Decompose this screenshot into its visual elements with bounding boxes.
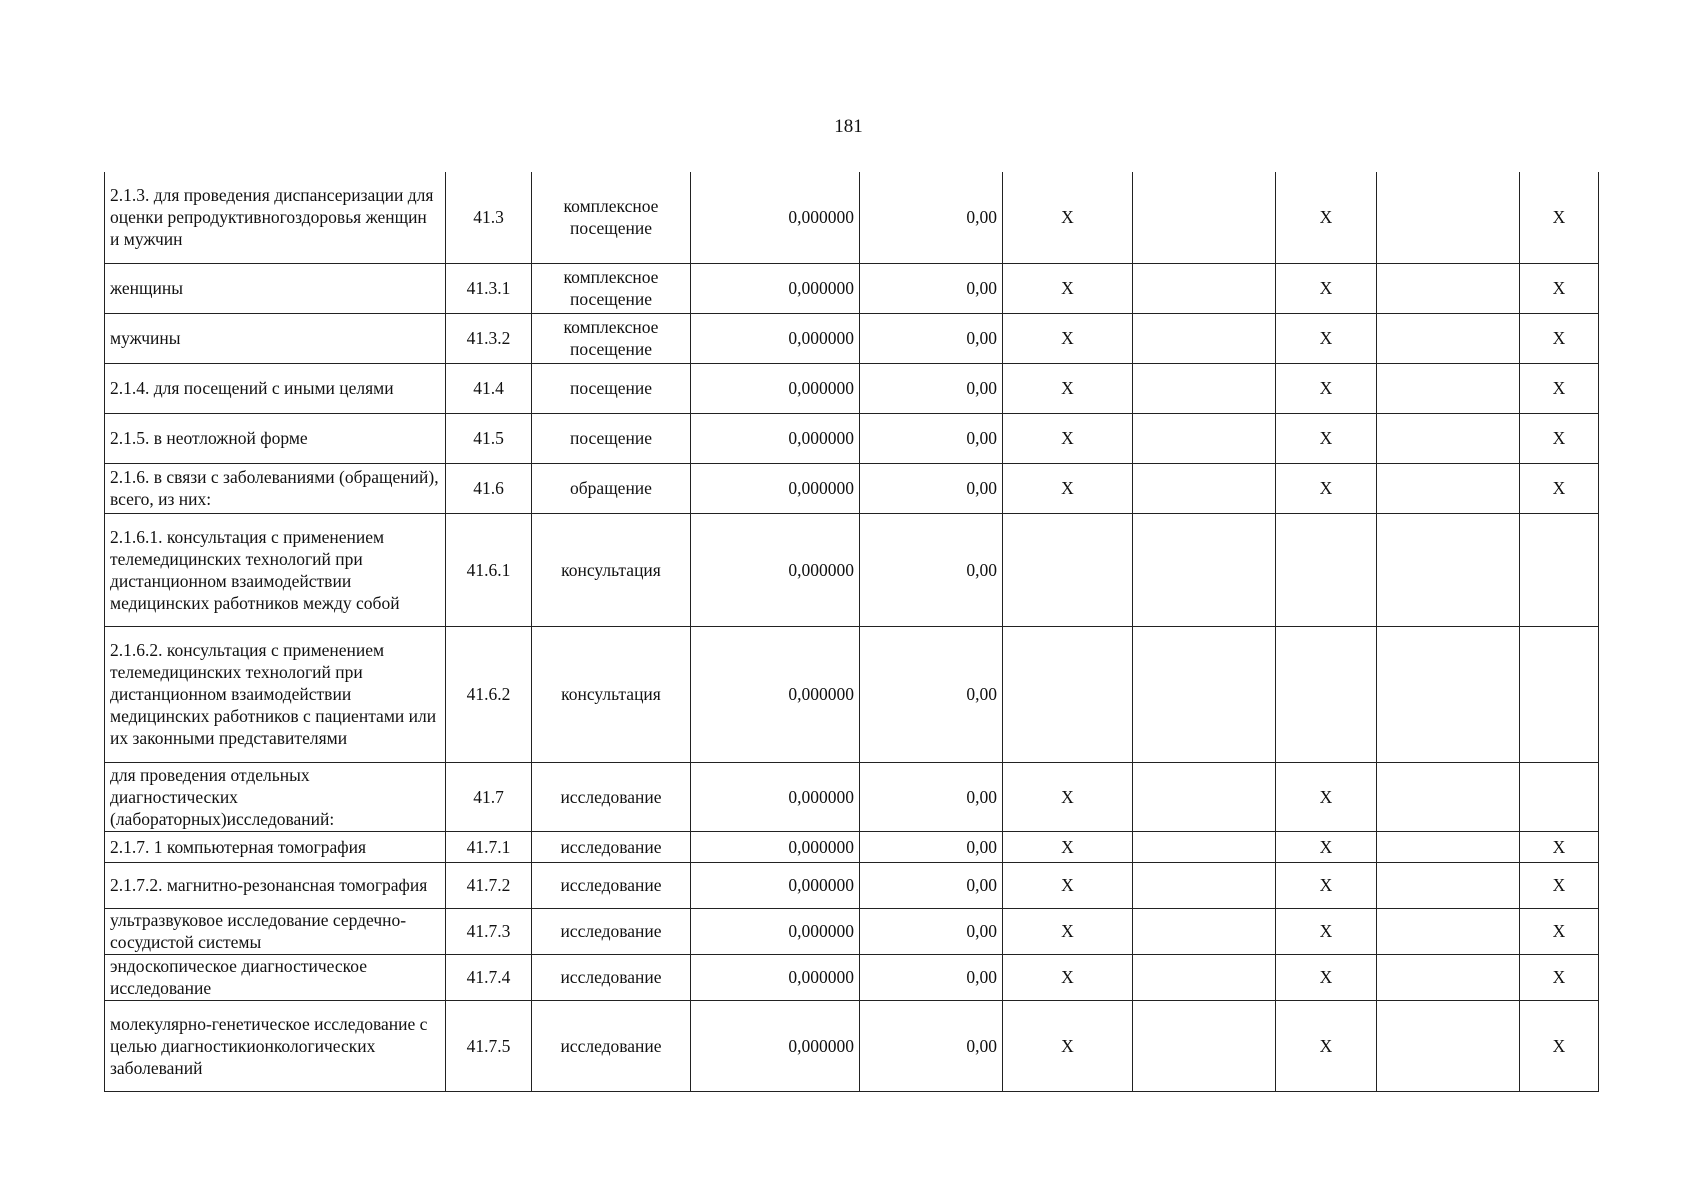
row-unit: комплексное посещение — [532, 263, 691, 313]
row-col8: Х — [1276, 463, 1377, 513]
row-unit: исследование — [532, 831, 691, 862]
row-col9 — [1377, 908, 1520, 954]
row-col10: Х — [1520, 363, 1599, 413]
row-volume: 0,000000 — [691, 762, 860, 831]
row-volume: 0,000000 — [691, 831, 860, 862]
row-cost: 0,00 — [860, 363, 1003, 413]
row-code: 41.7.1 — [446, 831, 532, 862]
row-col6: Х — [1003, 413, 1133, 463]
row-col6: Х — [1003, 1000, 1133, 1091]
row-cost: 0,00 — [860, 463, 1003, 513]
table-row — [105, 513, 1599, 626]
row-unit: комплексное посещение — [532, 172, 691, 263]
row-volume: 0,000000 — [691, 908, 860, 954]
row-volume: 0,000000 — [691, 463, 860, 513]
row-volume: 0,000000 — [691, 862, 860, 908]
table-row — [105, 263, 1599, 313]
row-cost: 0,00 — [860, 862, 1003, 908]
row-volume: 0,000000 — [691, 513, 860, 626]
row-col9 — [1377, 762, 1520, 831]
row-col9 — [1377, 413, 1520, 463]
row-col6: Х — [1003, 363, 1133, 413]
row-col9 — [1377, 513, 1520, 626]
row-col6 — [1003, 513, 1133, 626]
row-unit: исследование — [532, 762, 691, 831]
row-code: 41.7.2 — [446, 862, 532, 908]
row-col9 — [1377, 954, 1520, 1000]
row-name: 2.1.7. 1 компьютерная томография — [105, 831, 446, 862]
row-col8: Х — [1276, 172, 1377, 263]
row-col10: Х — [1520, 862, 1599, 908]
row-col9 — [1377, 831, 1520, 862]
row-name: молекулярно-генетическое исследование с целью диагностикионкологических заболеваний — [105, 1000, 446, 1091]
row-col10: Х — [1520, 831, 1599, 862]
row-unit: комплексное посещение — [532, 313, 691, 363]
row-col6: Х — [1003, 263, 1133, 313]
row-col7 — [1133, 413, 1276, 463]
row-code: 41.6 — [446, 463, 532, 513]
row-code: 41.5 — [446, 413, 532, 463]
row-cost: 0,00 — [860, 1000, 1003, 1091]
row-code: 41.3.2 — [446, 313, 532, 363]
table-row — [105, 172, 1599, 263]
row-name: эндоскопическое диагностическое исследование — [105, 954, 446, 1000]
row-volume: 0,000000 — [691, 263, 860, 313]
row-unit: обращение — [532, 463, 691, 513]
row-col10: Х — [1520, 172, 1599, 263]
row-name: 2.1.4. для посещений с иными целями — [105, 363, 446, 413]
row-volume: 0,000000 — [691, 954, 860, 1000]
row-col6: Х — [1003, 762, 1133, 831]
row-col6 — [1003, 626, 1133, 762]
row-cost: 0,00 — [860, 172, 1003, 263]
row-col10: Х — [1520, 954, 1599, 1000]
row-unit: консультация — [532, 513, 691, 626]
row-col8: Х — [1276, 1000, 1377, 1091]
row-col7 — [1133, 762, 1276, 831]
row-code: 41.6.1 — [446, 513, 532, 626]
row-cost: 0,00 — [860, 954, 1003, 1000]
row-name: женщины — [105, 263, 446, 313]
row-volume: 0,000000 — [691, 413, 860, 463]
row-col8: Х — [1276, 954, 1377, 1000]
row-col9 — [1377, 1000, 1520, 1091]
row-col7 — [1133, 263, 1276, 313]
row-unit: исследование — [532, 954, 691, 1000]
table-row — [105, 363, 1599, 413]
row-col9 — [1377, 363, 1520, 413]
row-col8: Х — [1276, 263, 1377, 313]
row-name: ультразвуковое исследование сердечно-сосудистой системы — [105, 908, 446, 954]
row-col8 — [1276, 513, 1377, 626]
row-volume: 0,000000 — [691, 363, 860, 413]
row-col10: Х — [1520, 313, 1599, 363]
row-col10: Х — [1520, 263, 1599, 313]
table-row — [105, 626, 1599, 762]
row-col6: Х — [1003, 313, 1133, 363]
row-code: 41.7.4 — [446, 954, 532, 1000]
table-row — [105, 313, 1599, 363]
table-row — [105, 762, 1599, 831]
row-col8: Х — [1276, 862, 1377, 908]
row-name: 2.1.5. в неотложной форме — [105, 413, 446, 463]
row-col9 — [1377, 463, 1520, 513]
row-cost: 0,00 — [860, 413, 1003, 463]
row-code: 41.7 — [446, 762, 532, 831]
row-col8: Х — [1276, 908, 1377, 954]
row-volume: 0,000000 — [691, 626, 860, 762]
row-name: 2.1.6.1. консультация с применением телемедицинских технологий при дистанционном взаимодействии медицинских работников между собой — [105, 513, 446, 626]
row-cost: 0,00 — [860, 263, 1003, 313]
row-col7 — [1133, 513, 1276, 626]
row-col6: Х — [1003, 908, 1133, 954]
row-unit: исследование — [532, 1000, 691, 1091]
page-number: 181 — [834, 116, 863, 137]
table-row — [105, 908, 1599, 954]
row-col10: Х — [1520, 413, 1599, 463]
row-code: 41.3.1 — [446, 263, 532, 313]
row-col7 — [1133, 1000, 1276, 1091]
row-col6: Х — [1003, 831, 1133, 862]
row-col7 — [1133, 463, 1276, 513]
row-col9 — [1377, 862, 1520, 908]
row-cost: 0,00 — [860, 762, 1003, 831]
row-col9 — [1377, 263, 1520, 313]
table-row — [105, 463, 1599, 513]
row-col6: Х — [1003, 954, 1133, 1000]
row-col8: Х — [1276, 762, 1377, 831]
row-col10: Х — [1520, 1000, 1599, 1091]
row-col8: Х — [1276, 413, 1377, 463]
services-table — [104, 172, 1599, 1092]
row-col10 — [1520, 626, 1599, 762]
row-col6: Х — [1003, 862, 1133, 908]
row-col10 — [1520, 513, 1599, 626]
row-col9 — [1377, 172, 1520, 263]
row-col8: Х — [1276, 313, 1377, 363]
row-col7 — [1133, 908, 1276, 954]
table-row — [105, 413, 1599, 463]
row-cost: 0,00 — [860, 831, 1003, 862]
row-col7 — [1133, 172, 1276, 263]
row-col10: Х — [1520, 463, 1599, 513]
table-row — [105, 862, 1599, 908]
row-cost: 0,00 — [860, 313, 1003, 363]
row-code: 41.3 — [446, 172, 532, 263]
row-name: мужчины — [105, 313, 446, 363]
row-name: 2.1.3. для проведения диспансеризации для оценки репродуктивногоздоровья женщин и мужчин — [105, 172, 446, 263]
row-unit: консультация — [532, 626, 691, 762]
row-name: 2.1.7.2. магнитно-резонансная томография — [105, 862, 446, 908]
row-col8: Х — [1276, 363, 1377, 413]
row-unit: исследование — [532, 862, 691, 908]
row-col7 — [1133, 954, 1276, 1000]
row-name: для проведения отдельных диагностических (лабораторных)исследований: — [105, 762, 446, 831]
row-cost: 0,00 — [860, 513, 1003, 626]
row-cost: 0,00 — [860, 626, 1003, 762]
row-col6: Х — [1003, 463, 1133, 513]
row-col10 — [1520, 762, 1599, 831]
row-code: 41.7.5 — [446, 1000, 532, 1091]
row-col7 — [1133, 313, 1276, 363]
row-col8: Х — [1276, 831, 1377, 862]
row-col7 — [1133, 862, 1276, 908]
row-cost: 0,00 — [860, 908, 1003, 954]
row-name: 2.1.6. в связи с заболеваниями (обращений), всего, из них: — [105, 463, 446, 513]
row-volume: 0,000000 — [691, 172, 860, 263]
row-col7 — [1133, 831, 1276, 862]
table-row — [105, 1000, 1599, 1091]
table-row — [105, 831, 1599, 862]
row-unit: исследование — [532, 908, 691, 954]
row-col6: Х — [1003, 172, 1133, 263]
row-col9 — [1377, 626, 1520, 762]
row-code: 41.6.2 — [446, 626, 532, 762]
row-col10: Х — [1520, 908, 1599, 954]
row-unit: посещение — [532, 413, 691, 463]
row-code: 41.4 — [446, 363, 532, 413]
row-unit: посещение — [532, 363, 691, 413]
row-col8 — [1276, 626, 1377, 762]
row-name: 2.1.6.2. консультация с применением телемедицинских технологий при дистанционном взаимодействии медицинских работников с пациентами или их законными представителями — [105, 626, 446, 762]
row-volume: 0,000000 — [691, 1000, 860, 1091]
row-volume: 0,000000 — [691, 313, 860, 363]
row-col7 — [1133, 363, 1276, 413]
row-col7 — [1133, 626, 1276, 762]
table-row — [105, 954, 1599, 1000]
row-code: 41.7.3 — [446, 908, 532, 954]
row-col9 — [1377, 313, 1520, 363]
